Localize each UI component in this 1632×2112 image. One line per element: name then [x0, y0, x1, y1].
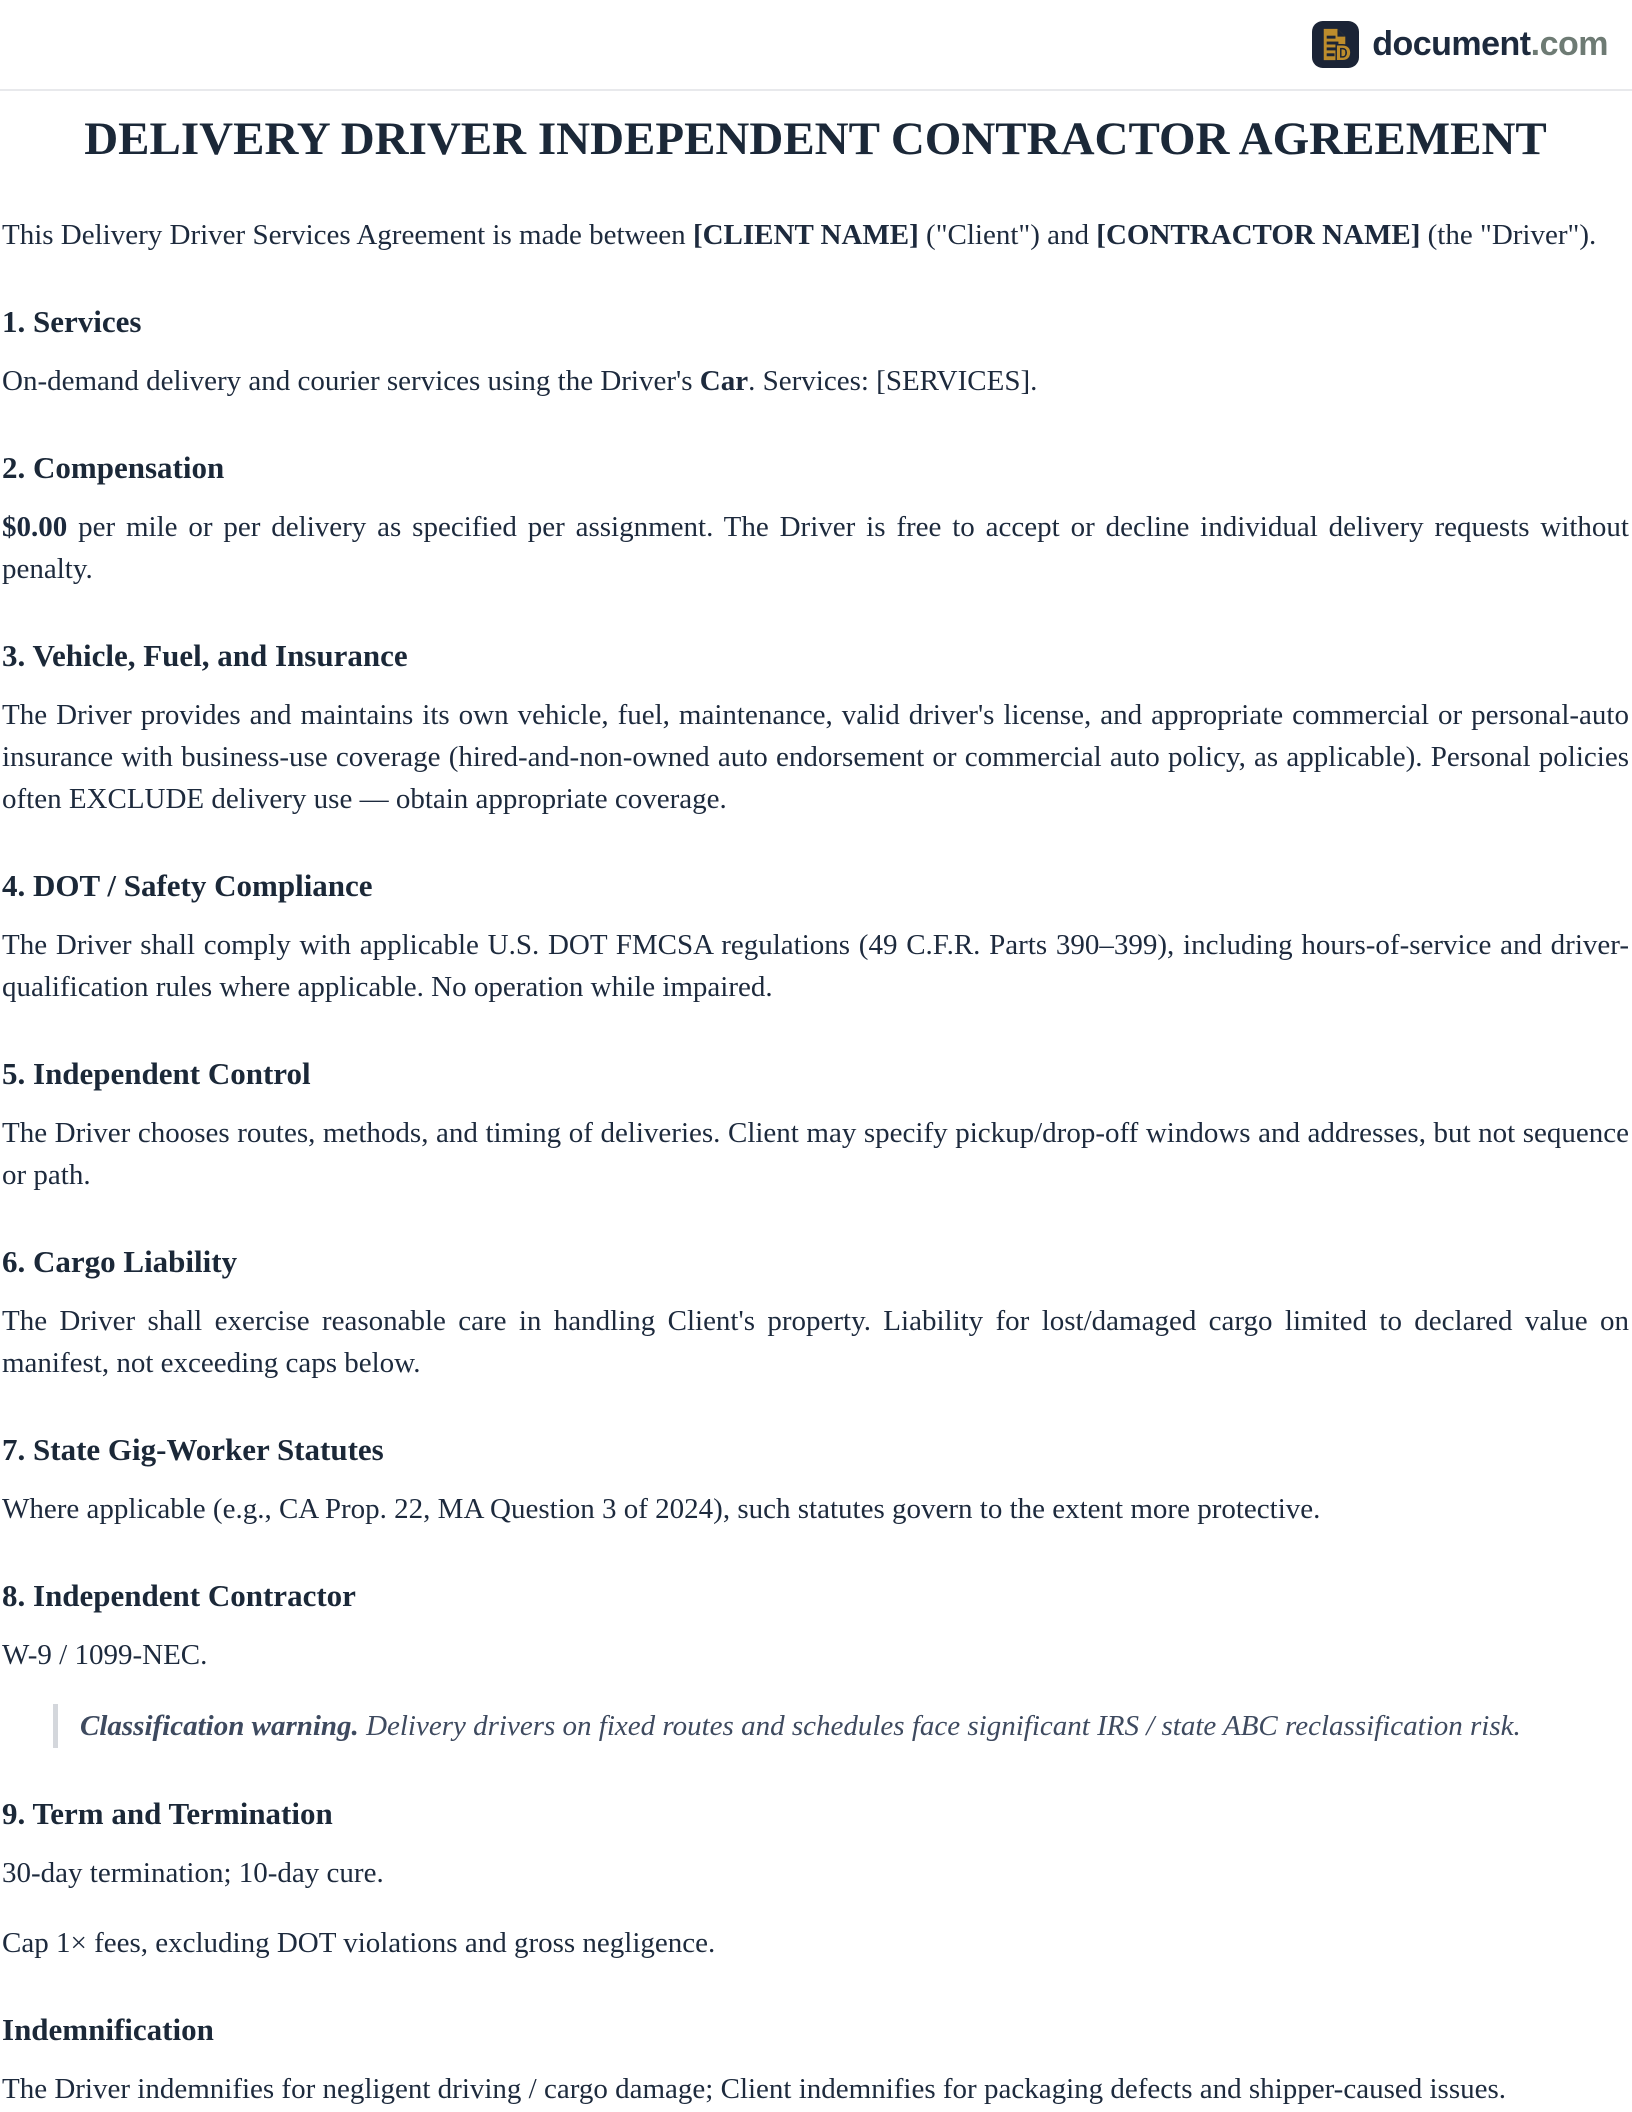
text-segment: 30-day termination; 10-day cure. [2, 1857, 384, 1890]
section-heading: 9. Term and Termination [2, 1796, 333, 1832]
text-segment: On-demand delivery and courier services using the Driver's [2, 365, 700, 398]
brand-name: document [1372, 25, 1531, 63]
section-paragraph [2, 1300, 1629, 1384]
bold-text-segment: [CLIENT NAME] [692, 219, 919, 252]
text-segment: W-9 / 1099-NEC. [2, 1639, 208, 1672]
document-title: DELIVERY DRIVER INDEPENDENT CONTRACTOR AGREEMENT [84, 113, 1547, 165]
text-segment: ("Client") and [918, 219, 1097, 252]
section-paragraph [2, 1852, 1629, 1894]
section-paragraph [2, 1922, 1629, 1964]
section-heading: 6. Cargo Liability [2, 1244, 238, 1280]
section-paragraph [2, 1634, 1629, 1676]
section-paragraph [2, 1112, 1629, 1196]
brand-tld: .com [1530, 25, 1608, 63]
header-bar [0, 0, 1632, 91]
text-segment: The Driver chooses routes, methods, and timing of deliveries. Client may specify pickup/drop-off windows and addresses, but not sequence or path. [2, 1117, 1629, 1192]
section-paragraph [2, 360, 1629, 402]
text-segment: Where applicable (e.g., CA Prop. 22, MA Question 3 of 2024), such statutes govern to the extent more protective. [2, 1493, 1321, 1526]
bold-text-segment: Car [699, 365, 749, 398]
section-paragraph [2, 1488, 1629, 1530]
section-heading: 8. Independent Contractor [2, 1578, 356, 1614]
svg-text:D: D [1335, 41, 1352, 66]
section-paragraph [2, 2068, 1629, 2110]
section-heading: 7. State Gig-Worker Statutes [2, 1432, 384, 1468]
intro-paragraph [2, 214, 1629, 256]
section-heading: 1. Services [2, 304, 142, 340]
section-heading: 5. Independent Control [2, 1056, 311, 1092]
bold-text-segment: Classification warning. [80, 1710, 359, 1743]
section-heading: 4. DOT / Safety Compliance [2, 868, 373, 904]
section-paragraph [2, 506, 1629, 590]
document-icon [1312, 21, 1359, 68]
text-segment: The Driver shall comply with applicable U.S. DOT FMCSA regulations (49 C.F.R. Parts 390–399), including hours-of-service and driver-qualification rules where applicable. No operation while impaired. [2, 929, 1629, 1004]
bold-text-segment: [CONTRACTOR NAME] [1096, 219, 1421, 252]
section-paragraph [2, 694, 1629, 820]
sections-container [2, 302, 1629, 2110]
text-segment: The Driver shall exercise reasonable care in handling Client's property. Liability for lost/damaged cargo limited to declared value on manifest, not exceeding caps below. [2, 1305, 1629, 1380]
text-segment: per mile or per delivery as specified per assignment. The Driver is free to accept or decline individual delivery requests without penalty. [2, 511, 1629, 586]
section-heading: 3. Vehicle, Fuel, and Insurance [2, 638, 408, 674]
section-paragraph [2, 924, 1629, 1008]
text-segment: The Driver provides and maintains its own vehicle, fuel, maintenance, valid driver's license, and appropriate commercial or personal-auto insurance with business-use coverage (hired-and-non-owned auto endorsement or commercial auto policy, as applicable). Personal policies often EXCLUDE delivery use — obtain appropriate coverage. [2, 699, 1629, 816]
section-heading: 2. Compensation [2, 450, 225, 486]
text-segment: (the "Driver"). [1420, 219, 1597, 252]
text-segment: Cap 1× fees, excluding DOT violations and gross negligence. [2, 1927, 716, 1960]
section-heading: Indemnification [2, 2012, 214, 2048]
text-segment: Delivery drivers on fixed routes and schedules face significant IRS / state ABC reclassification risk. [358, 1710, 1521, 1743]
text-segment: This Delivery Driver Services Agreement is made between [2, 219, 693, 252]
classification-warning-note [53, 1704, 1629, 1748]
brand-wordmark [1372, 25, 1608, 64]
bold-text-segment: $0.00 [2, 511, 68, 544]
text-segment: The Driver indemnifies for negligent driving / cargo damage; Client indemnifies for packaging defects and shipper-caused issues. [2, 2073, 1507, 2106]
document-body [0, 109, 1632, 2110]
text-segment: . Services: [SERVICES]. [748, 365, 1038, 398]
brand-link[interactable] [1312, 21, 1608, 68]
